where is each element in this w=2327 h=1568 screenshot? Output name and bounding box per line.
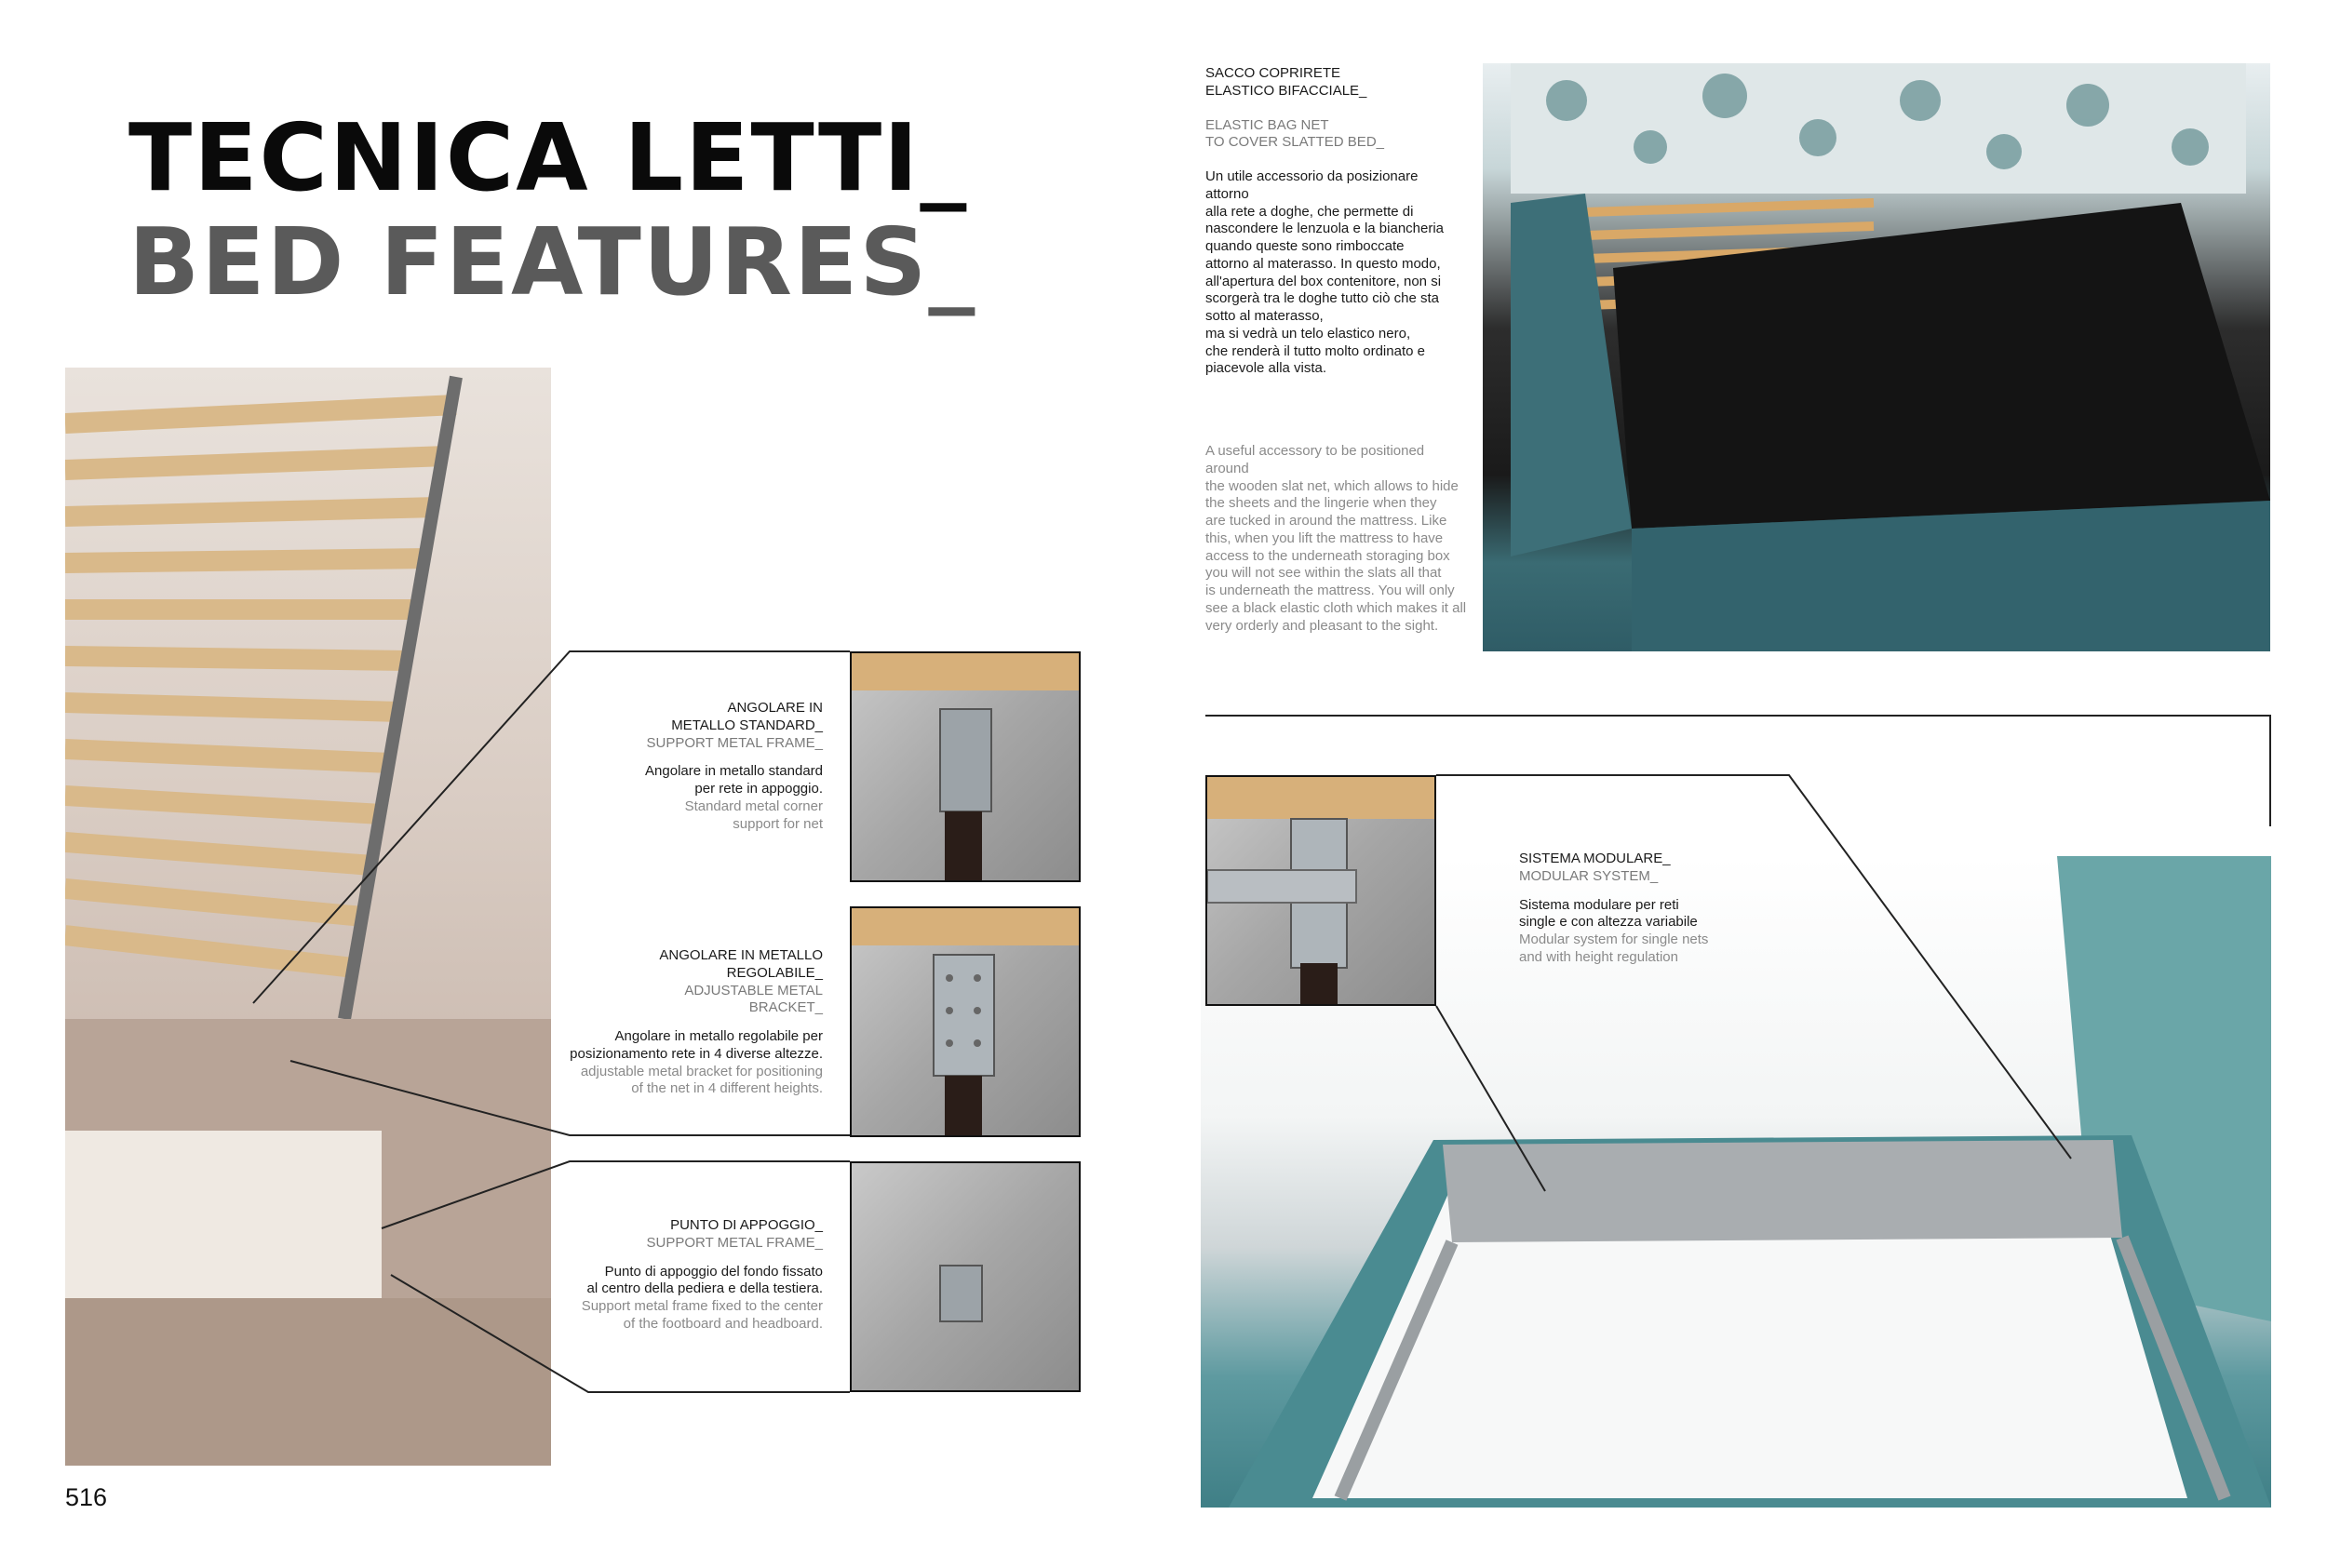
modular-system-inset [1205,775,1436,1006]
adjustable-metal-bracket-inset [850,906,1081,1137]
elastic-bag-body-it: Un utile accessorio da posizionare attorno alla rete a doghe, che permette di nascondere le lenzuola e la biancheria quando queste sono rimboccate attorno al materasso. In questo modo, all'apertura del box contenitore, non si scorgerà tra le doghe tutto ciò che sta sotto al materasso, ma si vedrà un telo elastico nero, che renderà il tutto molto ordinato e piacevole alla vista. [1205,168,1445,377]
standard-corner-title-en: SUPPORT METAL FRAME_ [646,734,823,751]
elastic-bag-bed-photo [1483,63,2270,651]
standard-corner-title-line1: ANGOLARE IN [727,700,823,716]
elastic-bag-title-en: ELASTIC BAG NET TO COVER SLATTED BED_ [1205,116,1384,151]
storage-bed-illustration [65,368,551,1466]
storage-bed-photo [65,368,551,1466]
section-divider-vertical [2269,715,2271,826]
elastic-bag-description [1205,65,1475,635]
modular-bracket-icon [1207,777,1434,1004]
adjustable-bracket-icon [852,908,1079,1135]
modular-system-description: SISTEMA MODULARE_ MODULAR SYSTEM_ Sistema modulare per reti single e con altezza variabile Modular system for single nets and with height regulation [1519,851,1709,965]
standard-corner-title-line2: METALLO STANDARD_ [671,717,823,733]
elastic-bag-body-en: A useful accessory to be positioned around the wooden slat net, which allows to hide the sheets and the lingerie when they are tucked in around the mattress. Like this, when you lift the mattress to have access to the underneath storaging box you will not see within the slats all that is underneath the mattress. You will only see a black elastic cloth which makes it all very orderly and pleasant to the sight. [1205,443,1467,634]
metal-corner-icon [852,653,1079,880]
standard-corner-description: ANGOLARE IN METALLO STANDARD_ SUPPORT METAL FRAME_ Angolare in metallo standard per rete in appoggio. Standard metal corner support for net [558,700,823,833]
page-number: 516 [65,1483,108,1511]
support-metal-frame-inset [850,1161,1081,1392]
page-title-english: BED FEATURES_ [128,208,977,316]
adjustable-bracket-description: ANGOLARE IN METALLO REGOLABILE_ ADJUSTABLE METAL BRACKET_ Angolare in metallo regolabile per posizionamento rete in 4 diverse altezze. adjustable metal bracket for positioning of the net in 4 different heights. [570,947,823,1097]
page-title-italian: TECNICA LETTI_ [128,103,969,212]
standard-metal-corner-inset [850,651,1081,882]
support-frame-icon [852,1163,1079,1390]
elastic-bag-illustration [1483,63,2270,651]
support-point-description: PUNTO DI APPOGGIO_ SUPPORT METAL FRAME_ Punto di appoggio del fondo fissato al centro della pediera e della testiera. Support metal frame fixed to the center of the footboard and headboard. [581,1217,823,1332]
section-divider [1205,715,2271,717]
elastic-bag-title-it: SACCO COPRIRETE ELASTICO BIFACCIALE_ [1205,65,1367,99]
